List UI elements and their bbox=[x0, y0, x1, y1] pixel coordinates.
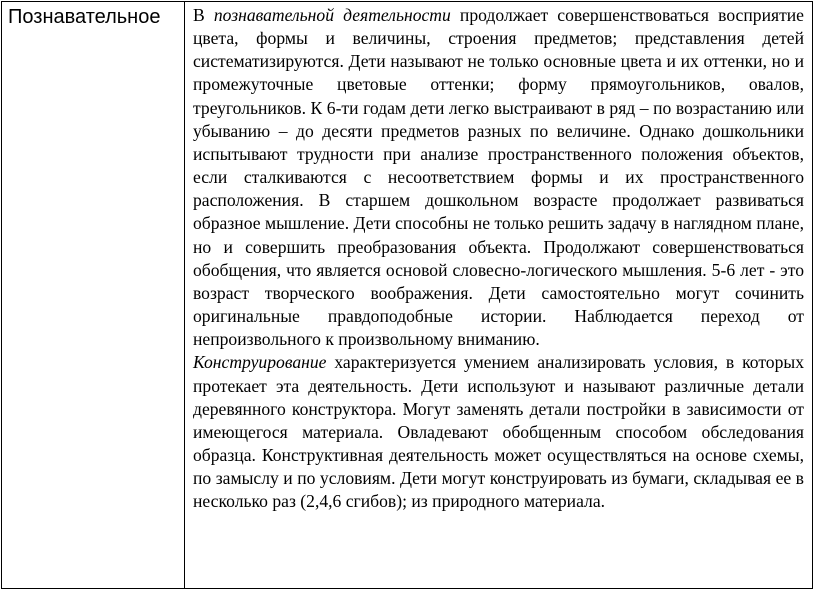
paragraph-emphasis: Конструирование bbox=[193, 352, 327, 373]
cognitive-activity-paragraph bbox=[193, 4, 804, 351]
category-label: Познавательное bbox=[8, 6, 161, 28]
description-cell bbox=[185, 2, 812, 588]
paragraph-text: характеризуется умением анализировать условия, в которых протекает эта деятельность. Дети используют и называют различные детали деревянного конструктора. Могут заменять детали постройки в зависимости от имеющегося материала. Овладевают обобщенным способом обследования образца. Конструктивная деятельность может осуществляться на основе схемы, по замыслу и по условиям. Дети могут конструировать из бумаги, складывая ее в несколько раз (2,4,6 сгибов); из природного материала. bbox=[193, 352, 804, 512]
document-table bbox=[1, 1, 813, 589]
category-cell bbox=[2, 2, 185, 588]
construction-paragraph bbox=[193, 351, 804, 513]
paragraph-emphasis: познавательной деятельности bbox=[213, 5, 451, 25]
paragraph-prefix: В bbox=[193, 5, 214, 25]
paragraph-text: продолжает совершенствоваться восприятие цвета, формы и величины, строения предметов; представления детей систематизируются. Дети называют не только основные цвета и их оттенки, но и промежуточные цветовые оттенки; форму прямоугольников, овалов, треугольников. К 6-ти годам дети легко выстраивают в ряд – по возрастанию или убыванию – до десяти предметов разных по величине. Однако дошкольники испытывают трудности при анализе пространственного положения объектов, если сталкиваются с несоответствием формы и их пространственного расположения. В старшем дошкольном возрасте продолжает развиваться образное мышление. Дети способны не только решить задачу в наглядном плане, но и совершить преобразования объекта. Продолжают совершенствоваться обобщения, что является основой словесно-логического мышления. 5-6 лет - это возраст творческого воображения. Дети самостоятельно могут сочинить оригинальные правдоподобные истории. Наблюдается переход от непроизвольного к произвольному вниманию. bbox=[193, 5, 804, 350]
